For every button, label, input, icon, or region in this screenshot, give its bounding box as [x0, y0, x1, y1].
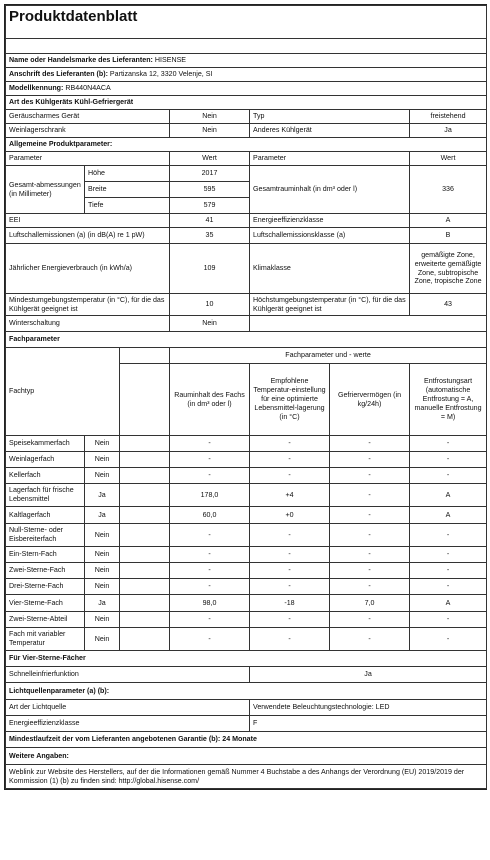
- table-row: [6, 294, 487, 316]
- param-value: 41: [170, 214, 250, 228]
- model-label: Modellkennung:: [9, 84, 64, 93]
- winter-switch-value: Nein: [170, 316, 250, 332]
- table-row: [6, 732, 487, 748]
- compartment-present: Nein: [85, 579, 120, 595]
- compartment-volume: 60,0: [170, 507, 250, 524]
- page-title: Produktdatenblatt: [6, 6, 487, 39]
- empty-cell: [250, 316, 487, 332]
- total-volume-value: 336: [410, 166, 487, 214]
- supplier-address-value: Partizanska 12, 3320 Velenje, SI: [109, 70, 213, 79]
- product-data-sheet: [4, 4, 487, 790]
- supplier-address-row: [6, 68, 487, 82]
- param-label: Klimaklasse: [250, 244, 410, 294]
- compartment-freezing: -: [330, 484, 410, 507]
- compartment-defrost: -: [410, 547, 487, 563]
- dimensions-label: Gesamt-abmessungen (in Millimeter): [6, 166, 85, 214]
- compartment-present: Nein: [85, 452, 120, 468]
- fachtyp-header: Fachtyp: [6, 348, 120, 436]
- model-row: [6, 82, 487, 96]
- param-label: Mindestumgebungstemperatur (in °C), für die das Kühlgerät geeignet ist: [6, 294, 170, 316]
- quick-freeze-value: Ja: [250, 667, 487, 683]
- compartment-freezing: -: [330, 507, 410, 524]
- supplier-name-label: Name oder Handelsmarke des Lieferanten:: [9, 56, 153, 65]
- light-type-value: Verwendete Beleuchtungstechnologie: LED: [250, 700, 487, 716]
- empty-cell: [120, 524, 170, 547]
- empty-cell: [120, 507, 170, 524]
- param-value: A: [410, 214, 487, 228]
- table-row: [6, 110, 487, 124]
- fach-column-header: Entfrostungsart (automatische Entfrostung = A, manuelle Entfrostung = M): [410, 364, 487, 436]
- fach-column-header: Rauminhalt des Fachs (in dm³ oder l): [170, 364, 250, 436]
- param-value: freistehend: [410, 110, 487, 124]
- four-star-heading: Für Vier-Sterne-Fächer: [6, 651, 487, 667]
- compartment-present: Nein: [85, 563, 120, 579]
- compartment-defrost: -: [410, 468, 487, 484]
- table-row: [6, 667, 487, 683]
- dimension-value: 579: [170, 198, 250, 214]
- table-row: [6, 152, 487, 166]
- compartment-volume: -: [170, 547, 250, 563]
- empty-cell: [120, 484, 170, 507]
- compartment-temperature: -: [250, 612, 330, 628]
- compartment-temperature: -: [250, 547, 330, 563]
- table-row: [6, 452, 487, 468]
- column-header: Wert: [410, 152, 487, 166]
- compartment-name: Speisekammerfach: [6, 436, 85, 452]
- table-row: [6, 524, 487, 547]
- compartment-volume: -: [170, 452, 250, 468]
- light-type-label: Art der Lichtquelle: [6, 700, 250, 716]
- table-row: [6, 579, 487, 595]
- param-value: 35: [170, 228, 250, 244]
- param-value: Ja: [410, 124, 487, 138]
- compartment-present: Nein: [85, 547, 120, 563]
- compartment-name: Drei-Sterne-Fach: [6, 579, 85, 595]
- param-label: Luftschallemissionen (a) (in dB(A) re 1 pW): [6, 228, 170, 244]
- compartment-volume: -: [170, 628, 250, 651]
- column-header: Parameter: [6, 152, 170, 166]
- param-value: 109: [170, 244, 250, 294]
- table-row: [6, 748, 487, 765]
- compartment-present: Nein: [85, 524, 120, 547]
- compartment-name: Zwei-Sterne-Fach: [6, 563, 85, 579]
- compartment-freezing: -: [330, 547, 410, 563]
- light-section-heading: Lichtquellenparameter (a) (b):: [6, 683, 487, 700]
- compartment-name: Vier-Sterne-Fach: [6, 595, 85, 612]
- dimension-name: Tiefe: [85, 198, 170, 214]
- table-row: [6, 316, 487, 332]
- empty-cell: [120, 612, 170, 628]
- fach-section-heading: Fachparameter: [6, 332, 487, 348]
- compartment-defrost: -: [410, 579, 487, 595]
- empty-cell: [120, 628, 170, 651]
- compartment-name: Kaltlagerfach: [6, 507, 85, 524]
- compartment-defrost: -: [410, 436, 487, 452]
- supplier-address-label: Anschrift des Lieferanten (b):: [9, 70, 108, 79]
- empty-cell: [120, 348, 170, 364]
- dimension-name: Höhe: [85, 166, 170, 182]
- compartment-defrost: -: [410, 612, 487, 628]
- compartment-temperature: -: [250, 563, 330, 579]
- table-row: [6, 348, 487, 364]
- dimension-value: 2017: [170, 166, 250, 182]
- compartment-defrost: -: [410, 563, 487, 579]
- table-row: [6, 651, 487, 667]
- compartment-freezing: -: [330, 452, 410, 468]
- fach-group-header: Fachparameter und - werte: [170, 348, 487, 364]
- compartment-freezing: -: [330, 468, 410, 484]
- param-label: Luftschallemissionsklasse (a): [250, 228, 410, 244]
- compartment-temperature: -: [250, 524, 330, 547]
- total-volume-label: Gesamtrauminhalt (in dm³ oder l): [250, 166, 410, 214]
- further-info-text: Weblink zur Website des Herstellers, auf der die Informationen gemäß Nummer 4 Buchstabe a des Anhangs der Verordnung (EU) 2019/2019 der Kommission (1) (b) zu finden sind: http://global.hisense.com/: [6, 765, 487, 789]
- fach-column-header: Empfohlene Temperatur-einstellung für eine optimierte Lebensmittel-lagerung (in °C): [250, 364, 330, 436]
- param-value: 10: [170, 294, 250, 316]
- table-row: [6, 595, 487, 612]
- empty-cell: [120, 595, 170, 612]
- param-label: Höchstumgebungstemperatur (in °C), für die das Kühlgerät geeignet ist: [250, 294, 410, 316]
- compartment-volume: -: [170, 563, 250, 579]
- compartment-present: Ja: [85, 595, 120, 612]
- compartment-temperature: -: [250, 468, 330, 484]
- param-value: gemäßigte Zone, erweiterte gemäßigte Zone, subtropische Zone, tropische Zone: [410, 244, 487, 294]
- compartment-name: Zwei-Sterne-Abteil: [6, 612, 85, 628]
- quick-freeze-label: Schnelleinfrierfunktion: [6, 667, 250, 683]
- table-row: [6, 507, 487, 524]
- param-label: Typ: [250, 110, 410, 124]
- warranty-value: 24 Monate: [222, 735, 257, 744]
- table-row: [6, 484, 487, 507]
- empty-cell: [120, 364, 170, 436]
- compartment-present: Nein: [85, 436, 120, 452]
- param-value: Nein: [170, 110, 250, 124]
- compartment-volume: -: [170, 468, 250, 484]
- table-row: [6, 228, 487, 244]
- compartment-temperature: +4: [250, 484, 330, 507]
- compartment-defrost: A: [410, 484, 487, 507]
- table-row: [6, 765, 487, 789]
- compartment-defrost: -: [410, 452, 487, 468]
- compartment-defrost: A: [410, 507, 487, 524]
- compartment-volume: -: [170, 579, 250, 595]
- param-label: Geräuscharmes Gerät: [6, 110, 170, 124]
- compartment-volume: -: [170, 524, 250, 547]
- table-row: [6, 563, 487, 579]
- compartment-freezing: -: [330, 628, 410, 651]
- param-label: Anderes Kühlgerät: [250, 124, 410, 138]
- param-value: B: [410, 228, 487, 244]
- dimension-value: 595: [170, 182, 250, 198]
- column-header: Parameter: [250, 152, 410, 166]
- supplier-name-value: HISENSE: [154, 56, 187, 65]
- winter-switch-label: Winterschaltung: [6, 316, 170, 332]
- compartment-present: Nein: [85, 612, 120, 628]
- compartment-freezing: -: [330, 563, 410, 579]
- table-row: [6, 214, 487, 228]
- further-info-heading: Weitere Angaben:: [6, 748, 487, 765]
- compartment-name: Kellerfach: [6, 468, 85, 484]
- compartment-freezing: -: [330, 612, 410, 628]
- data-table: [5, 5, 487, 789]
- supplier-name-row: [6, 54, 487, 68]
- compartment-present: Ja: [85, 507, 120, 524]
- table-row: [6, 332, 487, 348]
- compartment-defrost: A: [410, 595, 487, 612]
- empty-cell: [120, 468, 170, 484]
- compartment-temperature: -: [250, 436, 330, 452]
- light-class-label: Energieeffizienzklasse: [6, 716, 250, 732]
- compartment-temperature: -: [250, 579, 330, 595]
- param-label: Energieeffizienzklasse: [250, 214, 410, 228]
- compartment-name: Null-Sterne- oder Eisbereiterfach: [6, 524, 85, 547]
- compartment-present: Nein: [85, 628, 120, 651]
- compartment-name: Fach mit variabler Temperatur: [6, 628, 85, 651]
- column-header: Wert: [170, 152, 250, 166]
- compartment-volume: -: [170, 436, 250, 452]
- table-row: [6, 628, 487, 651]
- type-section-heading: Art des Kühlgeräts Kühl-Gefriergerät: [6, 96, 487, 110]
- table-row: [6, 700, 487, 716]
- empty-cell: [120, 452, 170, 468]
- compartment-freezing: -: [330, 524, 410, 547]
- spacer: [6, 39, 487, 54]
- compartment-freezing: 7,0: [330, 595, 410, 612]
- compartment-present: Ja: [85, 484, 120, 507]
- compartment-temperature: -: [250, 452, 330, 468]
- compartment-defrost: -: [410, 524, 487, 547]
- table-row: [6, 547, 487, 563]
- table-row: [6, 612, 487, 628]
- param-label: Jährlicher Energieverbrauch (in kWh/a): [6, 244, 170, 294]
- model-value: RB440N4ACA: [65, 84, 111, 93]
- general-section-heading: Allgemeine Produktparameter:: [6, 138, 487, 152]
- table-row: [6, 138, 487, 152]
- empty-cell: [120, 436, 170, 452]
- empty-cell: [120, 563, 170, 579]
- table-row: [6, 468, 487, 484]
- dimension-name: Breite: [85, 182, 170, 198]
- compartment-volume: 178,0: [170, 484, 250, 507]
- empty-cell: [120, 579, 170, 595]
- table-row: [6, 244, 487, 294]
- warranty-label: Mindestlaufzeit der vom Lieferanten angebotenen Garantie (b):: [9, 735, 221, 744]
- compartment-temperature: -18: [250, 595, 330, 612]
- compartment-freezing: -: [330, 436, 410, 452]
- empty-cell: [120, 547, 170, 563]
- compartment-volume: -: [170, 612, 250, 628]
- fach-column-header: Gefriervermögen (in kg/24h): [330, 364, 410, 436]
- table-row: [6, 436, 487, 452]
- param-value: 43: [410, 294, 487, 316]
- param-label: EEI: [6, 214, 170, 228]
- table-row: [6, 124, 487, 138]
- compartment-name: Weinlagerfach: [6, 452, 85, 468]
- light-class-value: F: [250, 716, 487, 732]
- compartment-temperature: +0: [250, 507, 330, 524]
- param-label: Weinlagerschrank: [6, 124, 170, 138]
- table-row: [6, 166, 487, 182]
- compartment-name: Lagerfach für frische Lebensmittel: [6, 484, 85, 507]
- compartment-defrost: -: [410, 628, 487, 651]
- compartment-volume: 98,0: [170, 595, 250, 612]
- compartment-present: Nein: [85, 468, 120, 484]
- warranty-row: [6, 732, 487, 748]
- table-row: [6, 683, 487, 700]
- compartment-temperature: -: [250, 628, 330, 651]
- table-row: [6, 716, 487, 732]
- param-value: Nein: [170, 124, 250, 138]
- compartment-name: Ein-Stern-Fach: [6, 547, 85, 563]
- compartment-freezing: -: [330, 579, 410, 595]
